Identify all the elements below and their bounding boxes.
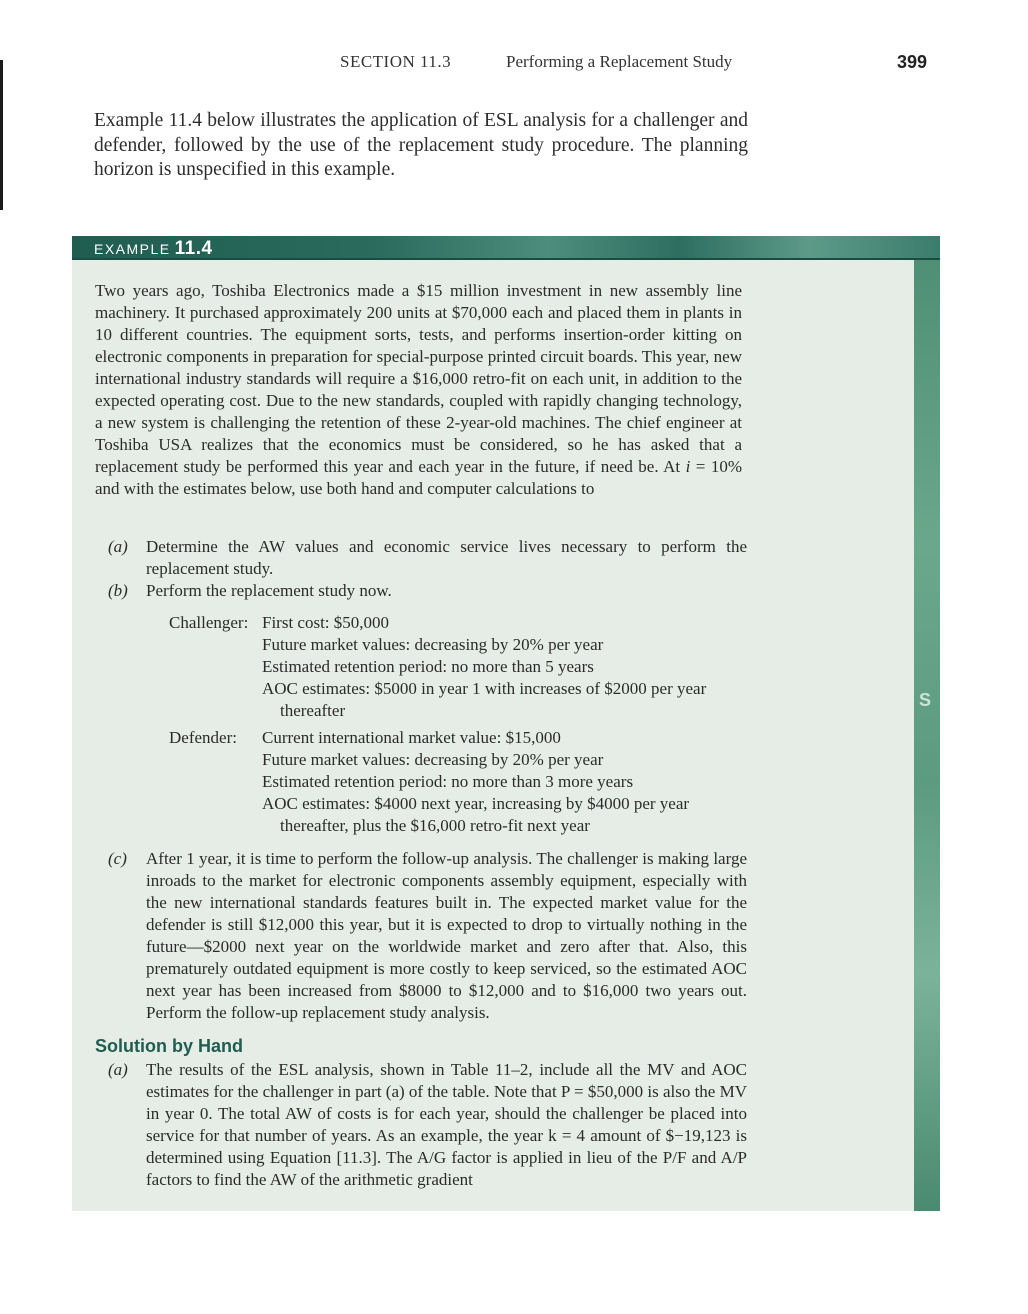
defender-line: AOC estimates: $4000 next year, increasing by $4000 per year — [262, 794, 690, 813]
challenger-line: First cost: $50,000 — [262, 613, 390, 632]
solution-heading: Solution by Hand — [95, 1036, 243, 1056]
example-banner — [72, 236, 940, 260]
example-label-text: EXAMPLE — [94, 241, 171, 257]
list-item-label: (a) — [108, 537, 128, 556]
interest-symbol: i — [685, 457, 691, 476]
example-paragraph-end: = 10% and with the estimates below, use both hand and computer calculations to — [95, 457, 743, 498]
defender-line: thereafter, plus the $16,000 retro-fit next year — [280, 816, 590, 835]
list-item-label: (b) — [108, 581, 128, 600]
side-bar-mark: S — [919, 690, 932, 710]
challenger-line: Future market values: decreasing by 20% per year — [262, 635, 604, 654]
intro-paragraph: Example 11.4 below illustrates the application of ESL analysis for a challenger and defender, followed by the use of the replacement study procedure. The planning horizon is unspecified in this example. — [94, 110, 748, 180]
list-item-label: (c) — [108, 849, 127, 868]
page-number: 399 — [897, 52, 928, 72]
list-item-label: (a) — [108, 1060, 128, 1079]
defender-line: Future market values: decreasing by 20% per year — [262, 750, 604, 769]
page-edge-line — [0, 60, 3, 210]
challenger-label: Challenger: — [169, 613, 249, 632]
list-item-text: The results of the ESL analysis, shown in Table 11–2, include all the MV and AOC estimates for the challenger in part (a) of the table. Note that P = $50,000 is also the MV in year 0. The total AW of costs is for each year, should the challenger be placed into service for that number of years. As an example, the year k = 4 amount of $−19,123 is determined using Equation [11.3]. The A/G factor is applied in lieu of the P/F and A/P factors to find the AW of the arithmetic gradient — [146, 1060, 747, 1189]
example-label — [94, 238, 213, 260]
running-title: Performing a Replacement Study — [506, 52, 733, 71]
challenger-line: Estimated retention period: no more than 5 years — [262, 657, 594, 676]
list-item-text: Determine the AW values and economic service lives necessary to perform the replacement study. — [146, 537, 747, 578]
defender-line: Current international market value: $15,000 — [262, 728, 561, 747]
defender-line: Estimated retention period: no more than 3 more years — [262, 772, 634, 791]
example-side-bar — [914, 260, 940, 1211]
example-paragraph-main: Two years ago, Toshiba Electronics made a $15 million investment in new assembly line machinery. It purchased approximately 200 units at $70,000 each and placed them in plants in 10 different countries. The equipment sorts, tests, and performs insertion-order kitting on electronic components in preparation for special-purpose printed circuit boards. This year, new international industry standards will require a $16,000 retro-fit on each unit, in addition to the expected operating cost. Due to the new standards, coupled with rapidly changing technology, a new system is challenging the retention of these 2-year-old machines. The chief engineer at Toshiba USA realizes that the economics must be considered, so he has asked that a replacement study be performed this year and each year in the future, if need be. At — [95, 281, 742, 476]
example-paragraph — [95, 280, 742, 500]
example-number: 11.4 — [174, 238, 213, 259]
list-item-text: Perform the replacement study now. — [146, 581, 392, 600]
challenger-line: thereafter — [280, 701, 346, 720]
challenger-line: AOC estimates: $5000 in year 1 with increases of $2000 per year — [262, 679, 707, 698]
list-item-text: After 1 year, it is time to perform the follow-up analysis. The challenger is making large inroads to the market for electronic components assembly equipment, especially with the new international standards features built in. The expected market value for the defender is still $12,000 this year, but it is expected to drop to virtually nothing in the future—$2000 next year on the worldwide market and zero after that. Also, this prematurely outdated equipment is more costly to keep serviced, so the estimated AOC next year has been increased from $8000 to $12,000 and to $16,000 two years out. Perform the follow-up replacement study analysis. — [146, 849, 747, 1022]
defender-label: Defender: — [169, 728, 237, 747]
section-label: SECTION 11.3 — [340, 52, 452, 71]
page-header — [0, 52, 1028, 76]
